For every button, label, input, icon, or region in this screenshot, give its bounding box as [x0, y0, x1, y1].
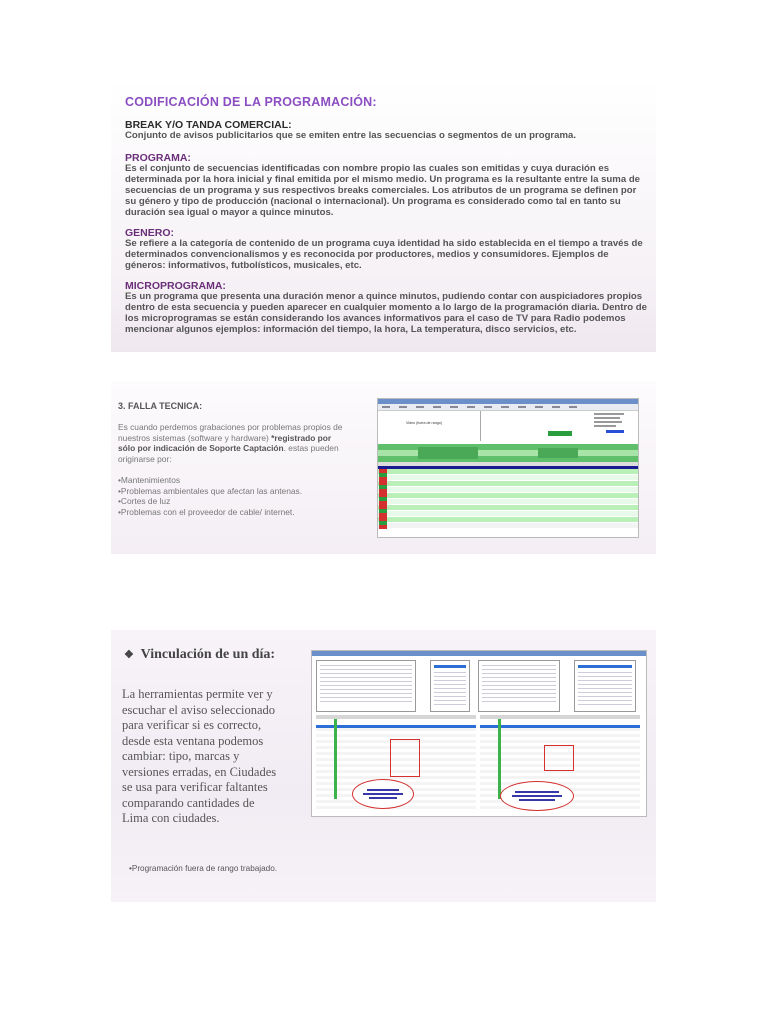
menu-bar: [378, 404, 638, 411]
window-titlebar: [312, 651, 646, 656]
falla-tecnica-screenshot: [377, 398, 639, 538]
highlight-box: [390, 739, 420, 777]
vinculacion-note: •Programación fuera de rango trabajado.: [129, 864, 278, 873]
video-area: [378, 411, 576, 441]
falla-tecnica-panel: [111, 382, 656, 554]
results-table: [378, 462, 638, 537]
video-label: Video (fuera de rango): [406, 421, 442, 425]
definitions-panel: [111, 80, 656, 352]
diamond-bullet-icon: ❖: [124, 649, 134, 661]
microprograma-heading: MICROPROGRAMA:: [125, 280, 226, 292]
break-text: Conjunto de avisos publicitarios que se emiten entre las secuencias o segmentos de un programa.: [125, 130, 577, 141]
status-markers: [379, 469, 387, 529]
vinculacion-title-text: Vinculación de un día:: [140, 647, 276, 662]
section-title: CODIFICACIÓN DE LA PROGRAMACIÓN:: [125, 95, 377, 109]
bullet-item: •Mantenimientos: [118, 475, 181, 485]
programa-text: Es el conjunto de secuencias identificadas con nombre propio las cuales son emitidas y cuya duración es determinada por la hora inicial y final emitida por el mismo medio. Un programa es la resultante entre la suma de secuencias de un programa y sus respectivos breaks comerciales. Los atributos de un programa se definen por su género y tipo de producción (nacional o internacional). Un programa es considerado como tal en tanto su duración sea igual o mayor a quince minutos.: [125, 163, 641, 218]
vinculacion-panel: [111, 630, 656, 902]
bullet-item: •Cortes de luz: [118, 496, 171, 506]
genero-heading: GENERO:: [125, 227, 175, 239]
list-right-b: [574, 660, 636, 712]
callout-cloud: [500, 781, 574, 811]
programa-heading: PROGRAMA:: [125, 152, 191, 164]
genero-text: Se refiere a la categoría de contenido de un programa cuya identidad ha sido establecida en el tiempo a través de determinados convencionalismos y es reconocida por productores, medios y consumidores. Ejemplos de géneros: informativos, futbolísticos, musicales, etc.: [125, 238, 643, 271]
break-heading: BREAK Y/O TANDA COMERCIAL:: [125, 119, 292, 131]
list-right-a: [478, 660, 560, 712]
callout-cloud: [352, 779, 414, 809]
falla-tecnica-description: [118, 422, 348, 464]
bullet-item: •Problemas ambientales que afectan las antenas.: [118, 485, 303, 496]
falla-tecnica-para-b: *registrado por sólo por indicación de Soporte Captación: [118, 432, 332, 453]
falla-tecnica-para-a: Es cuando perdemos grabaciones por problemas propios de nuestros sistemas (software y hardware): [118, 422, 343, 443]
falla-tecnica-bullets: [118, 475, 348, 517]
vinculacion-screenshot: [311, 650, 647, 817]
vinculacion-title: [124, 647, 275, 663]
falla-tecnica-title: 3. FALLA TECNICA:: [118, 401, 203, 411]
vinculacion-body: La herramientas permite ver y escuchar el aviso seleccionado para verificar si es correcto, desde esta ventana podemos cambiar: tipo, marcas y versiones erradas, en Ciudades se usa para verificar faltantes comparando cantidades de Lima con ciudades.: [122, 687, 277, 825]
list-left-a: [316, 660, 416, 712]
highlight-box: [544, 745, 574, 771]
player-controls: [548, 431, 572, 436]
list-left-b: [430, 660, 470, 712]
falla-tecnica-para-c: . estas pueden originarse por:: [118, 443, 339, 464]
microprograma-text: Es un programa que presenta una duración menor a quince minutos, pudiendo contar con auspiciadores propios dentro de esta secuencia y pueden aparecer en cualquier momento a lo largo de la programación diaria. Dentro de los microprogramas se están considerando los avances informativos para el caso de TV para Radio podemos mencionar algunos ejemplos: información del tiempo, la hora, La temperatura, disco servicios, etc.: [125, 291, 647, 335]
waveform-strip: [378, 444, 638, 462]
info-panel: [594, 411, 634, 441]
bullet-item: •Problemas con el proveedor de cable/ internet.: [118, 506, 295, 517]
